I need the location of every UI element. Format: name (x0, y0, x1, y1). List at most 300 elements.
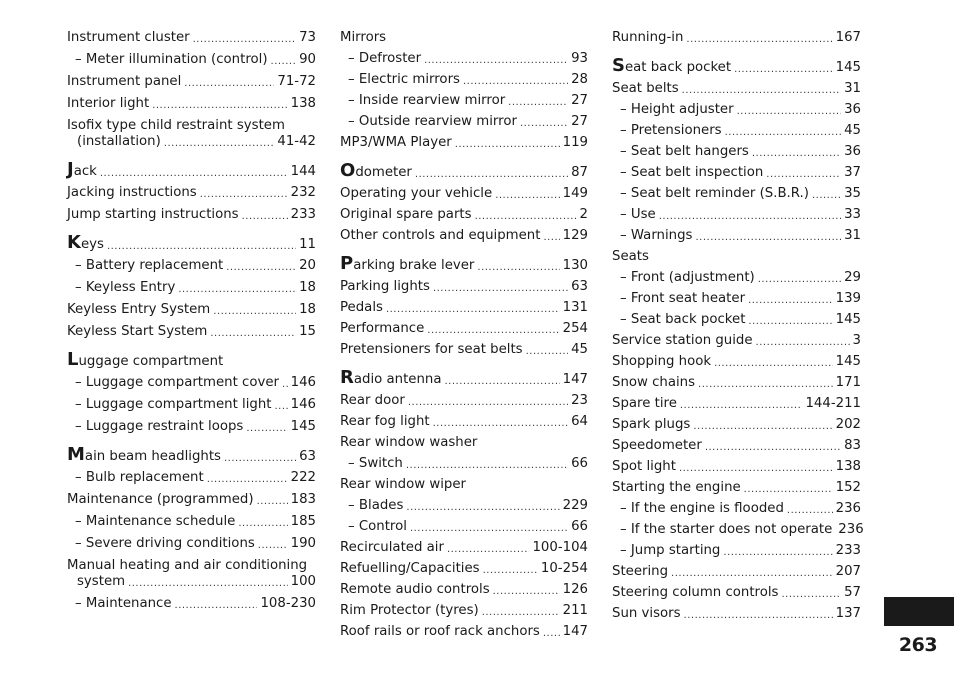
entry-label: Original spare parts (340, 207, 472, 222)
dot-leader (508, 97, 568, 109)
index-entry (67, 397, 316, 413)
entry-continuation-line (67, 134, 316, 150)
entry-label-rest: eys (80, 237, 104, 252)
entry-label: Performance (340, 321, 425, 336)
entry-label: – Height adjuster (620, 102, 734, 117)
entry-label: – Front seat heater (620, 291, 746, 306)
entry-page-number: 63 (299, 449, 316, 464)
section-initial-letter: O (340, 160, 356, 181)
dot-leader (482, 607, 560, 619)
index-entry (340, 93, 588, 109)
dot-leader (200, 189, 288, 201)
entry-page-number: 211 (562, 603, 588, 618)
dot-leader (671, 568, 833, 580)
entry-page-number: 66 (571, 456, 588, 471)
index-entry (340, 279, 588, 295)
entry-label: Steering (612, 564, 669, 579)
entry-label: – Control (348, 519, 407, 534)
entry-label-continued: (installation) (77, 134, 161, 149)
entry-page-number: 139 (835, 291, 861, 306)
index-entry (612, 207, 861, 223)
entry-label: Spark plugs (612, 417, 691, 432)
dot-leader (128, 578, 288, 590)
index-entry (67, 324, 316, 340)
index-entry (612, 417, 861, 433)
entry-label-rest: arking brake lever (353, 258, 475, 273)
entry-label-rest: uggage compartment (78, 354, 224, 369)
dot-leader (682, 85, 841, 97)
index-column-3 (612, 30, 864, 622)
index-letter-entry (340, 160, 588, 181)
index-entry (67, 492, 316, 508)
dot-leader (410, 523, 568, 535)
entry-page-number: 232 (290, 185, 316, 200)
dot-leader (737, 106, 842, 118)
entry-page-number: 145 (290, 419, 316, 434)
entry-page-number: 222 (290, 470, 316, 485)
dot-leader (723, 547, 832, 559)
index-entry (67, 207, 316, 223)
entry-label: Shopping hook (612, 354, 712, 369)
index-entry (612, 522, 864, 538)
index-entry (340, 582, 588, 598)
entry-label: Maintenance (programmed) (67, 492, 254, 507)
entry-page-number: 23 (571, 393, 588, 408)
dot-leader (520, 118, 568, 130)
index-entry (340, 51, 588, 67)
entry-page-number: 83 (844, 438, 861, 453)
entry-label: – Battery replacement (75, 258, 224, 273)
index-column-1 (67, 30, 316, 612)
dot-leader (526, 346, 568, 358)
entry-label: Sun visors (612, 606, 681, 621)
index-entry (340, 540, 588, 556)
index-entry (612, 333, 861, 349)
entry-page-number: 36 (844, 102, 861, 117)
entry-page-number: 138 (835, 459, 861, 474)
entry-label: – Bulb replacement (75, 470, 204, 485)
index-entry (340, 561, 588, 577)
entry-label: – Severe driving conditions (75, 536, 255, 551)
entry-page-number: 45 (571, 342, 588, 357)
index-entry (67, 118, 316, 150)
dot-leader (447, 544, 529, 556)
section-initial-letter: P (340, 253, 354, 274)
index-entry (612, 606, 861, 622)
dot-leader (178, 284, 296, 296)
entry-label: Rear fog light (340, 414, 430, 429)
entry-page-number: 3 (852, 333, 861, 348)
dot-leader (427, 325, 559, 337)
entry-label: – Defroster (348, 51, 422, 66)
entry-label: Refuelling/Capacities (340, 561, 480, 576)
section-initial-letter: K (67, 232, 81, 253)
entry-page-number: 147 (562, 372, 588, 387)
entry-page-number: 90 (299, 52, 316, 67)
entry-page-number: 36 (844, 144, 861, 159)
entry-page-number: 41-42 (277, 134, 316, 149)
dot-leader (495, 190, 559, 202)
dot-leader (787, 505, 833, 517)
dot-leader (193, 34, 296, 46)
entry-page-number: 33 (844, 207, 861, 222)
dot-leader (493, 586, 560, 598)
dot-leader (744, 484, 833, 496)
entry-page-number: 233 (835, 543, 861, 558)
entry-page-number: 35 (844, 186, 861, 201)
entry-label (67, 349, 224, 370)
index-entry (67, 52, 316, 68)
dot-leader (766, 169, 841, 181)
entry-page-number: 2 (579, 207, 588, 222)
index-entry (340, 342, 588, 358)
index-entry (612, 396, 861, 412)
dot-leader (226, 262, 296, 274)
entry-page-number: 229 (562, 498, 588, 513)
entry-label: – Luggage compartment cover (75, 375, 279, 390)
index-entry (340, 135, 588, 151)
dot-leader (175, 600, 258, 612)
entry-label: Rear window wiper (340, 477, 466, 492)
entry-page-number: 190 (290, 536, 316, 551)
dot-leader (258, 540, 288, 552)
entry-page-number: 236 (838, 522, 864, 537)
index-entry (612, 354, 861, 370)
entry-label (340, 367, 442, 388)
entry-label-rest: ack (73, 164, 97, 179)
dot-leader (152, 100, 287, 112)
entry-continuation-line (67, 574, 316, 590)
entry-label: MP3/WMA Player (340, 135, 452, 150)
index-entry (612, 501, 861, 517)
entry-label: Rim Protector (tyres) (340, 603, 479, 618)
entry-page-number: 233 (290, 207, 316, 222)
index-entry (67, 514, 316, 530)
dot-leader (246, 423, 287, 435)
entry-label-rest: adio antenna (353, 372, 442, 387)
index-entry (340, 456, 588, 472)
index-entry (612, 375, 861, 391)
entry-page-number: 130 (562, 258, 588, 273)
entry-label-rest: ain beam headlights (84, 449, 221, 464)
entry-page-number: 185 (290, 514, 316, 529)
dot-leader (781, 589, 841, 601)
index-letter-entry (67, 232, 316, 253)
entry-label (67, 444, 221, 465)
entry-page-number: 18 (299, 280, 316, 295)
index-entry (340, 30, 588, 46)
entry-label (67, 232, 104, 253)
index-entry (67, 419, 316, 435)
dot-leader (406, 460, 568, 472)
entry-label: – Use (620, 207, 656, 222)
index-entry (67, 96, 316, 112)
index-entry (340, 321, 588, 337)
entry-page-number: 10-254 (540, 561, 588, 576)
entry-label: Interior light (67, 96, 150, 111)
entry-page-number: 146 (290, 397, 316, 412)
section-initial-letter: R (340, 367, 354, 388)
dot-leader (725, 127, 841, 139)
entry-label: – Maintenance (75, 596, 172, 611)
index-entry (340, 414, 588, 430)
index-entry (612, 249, 861, 265)
entry-page-number: 152 (835, 480, 861, 495)
section-initial-letter: M (67, 444, 85, 465)
entry-page-number: 57 (844, 585, 861, 600)
index-entry (67, 74, 316, 90)
dot-leader (714, 358, 833, 370)
index-letter-entry (67, 349, 316, 370)
entry-label: – Warnings (620, 228, 693, 243)
entry-label (340, 160, 412, 181)
entry-page-number: 31 (844, 228, 861, 243)
dot-leader (756, 337, 850, 349)
dot-leader (463, 76, 568, 88)
entry-label: Operating your vehicle (340, 186, 493, 201)
index-entry (67, 558, 316, 590)
entry-label: – Outside rearview mirror (348, 114, 517, 129)
entry-label: Speedometer (612, 438, 702, 453)
index-letter-entry (67, 159, 316, 180)
entry-page-number: 144 (290, 164, 316, 179)
entry-page-number: 149 (562, 186, 588, 201)
entry-label: Rear door (340, 393, 405, 408)
entry-page-number: 119 (562, 135, 588, 150)
index-entry (340, 300, 588, 316)
index-entry (340, 477, 588, 493)
entry-label: Instrument panel (67, 74, 182, 89)
dot-leader (164, 138, 275, 150)
index-entry (612, 312, 861, 328)
index-entry (340, 207, 588, 223)
entry-label: – Jump starting (620, 543, 721, 558)
index-entry (67, 596, 316, 612)
entry-page-number: 202 (835, 417, 861, 432)
entry-label: – Maintenance schedule (75, 514, 236, 529)
dot-leader (734, 64, 833, 76)
dot-leader (184, 78, 274, 90)
dot-leader (684, 610, 833, 622)
index-entry (340, 393, 588, 409)
dot-leader (543, 628, 560, 640)
dot-leader (213, 306, 296, 318)
page-number: 263 (898, 634, 938, 656)
entry-label-rest: eat back pocket (624, 60, 732, 75)
entry-label: – Front (adjustment) (620, 270, 755, 285)
entry-label-rest: dometer (355, 165, 412, 180)
entry-page-number: 145 (835, 354, 861, 369)
dot-leader (386, 304, 560, 316)
index-entry (612, 30, 861, 46)
dot-leader (100, 168, 288, 180)
index-entry (340, 186, 588, 202)
entry-label: Running-in (612, 30, 684, 45)
entry-page-number: 254 (562, 321, 588, 336)
index-entry (67, 30, 316, 46)
section-initial-letter: L (67, 349, 79, 370)
entry-label: Manual heating and air conditioning (67, 558, 308, 573)
dot-leader (455, 139, 560, 151)
entry-label: Keyless Start System (67, 324, 208, 339)
entry-page-number: 138 (290, 96, 316, 111)
index-entry (612, 543, 861, 559)
entry-page-number: 27 (571, 114, 588, 129)
entry-label: Isofix type child restraint system (67, 118, 285, 133)
index-letter-entry (340, 253, 588, 274)
entry-label: Instrument cluster (67, 30, 190, 45)
index-entry (612, 186, 861, 202)
entry-label (612, 55, 732, 76)
entry-label: Spot light (612, 459, 676, 474)
dot-leader (748, 316, 832, 328)
entry-label: Roof rails or roof rack anchors (340, 624, 540, 639)
dot-leader (242, 211, 288, 223)
index-letter-entry (612, 55, 861, 76)
index-entry (340, 435, 588, 451)
entry-page-number: 100-104 (532, 540, 588, 555)
index-entry (612, 228, 861, 244)
page-tab-marker (884, 597, 954, 626)
index-entry (612, 123, 861, 139)
dot-leader (406, 502, 559, 514)
dot-leader (475, 211, 577, 223)
entry-label: – Electric mirrors (348, 72, 460, 87)
entry-label-continued: system (77, 574, 126, 589)
entry-label: – Pretensioners (620, 123, 722, 138)
entry-label: – Luggage restraint loops (75, 419, 244, 434)
dot-leader (271, 56, 297, 68)
entry-label: Pedals (340, 300, 383, 315)
entry-label: – Luggage compartment light (75, 397, 272, 412)
dot-leader (433, 283, 568, 295)
dot-leader (107, 241, 296, 253)
dot-leader (257, 496, 288, 508)
entry-page-number: 145 (835, 60, 861, 75)
entry-label: – If the engine is flooded (620, 501, 784, 516)
dot-leader (705, 442, 841, 454)
entry-label: Mirrors (340, 30, 387, 45)
entry-label: – Inside rearview mirror (348, 93, 506, 108)
entry-label: – Keyless Entry (75, 280, 176, 295)
entry-page-number: 31 (844, 81, 861, 96)
index-entry (612, 291, 861, 307)
dot-leader (224, 453, 296, 465)
section-initial-letter: J (67, 159, 74, 180)
entry-label: Keyless Entry System (67, 302, 211, 317)
index-entry (612, 81, 861, 97)
index-entry (67, 185, 316, 201)
index-entry (340, 72, 588, 88)
index-column-2 (340, 30, 588, 640)
entry-label: – If the starter does not operate (620, 522, 833, 537)
index-entry (612, 564, 861, 580)
dot-leader (433, 418, 568, 430)
dot-leader (282, 379, 288, 391)
index-entry (67, 375, 316, 391)
entry-page-number: 11 (299, 237, 316, 252)
entry-page-number: 167 (835, 30, 861, 45)
entry-label: Jacking instructions (67, 185, 197, 200)
entry-label (340, 253, 475, 274)
dot-leader (445, 376, 560, 388)
index-entry (612, 270, 861, 286)
index-letter-entry (67, 444, 316, 465)
index-letter-entry (340, 367, 588, 388)
index-entry (612, 102, 861, 118)
dot-leader (698, 379, 833, 391)
dot-leader (686, 34, 832, 46)
entry-page-number: 126 (562, 582, 588, 597)
entry-label: Seats (612, 249, 649, 264)
entry-page-number: 183 (290, 492, 316, 507)
index-entry (67, 280, 316, 296)
entry-page-number: 45 (844, 123, 861, 138)
index-entry (67, 302, 316, 318)
entry-label: Spare tire (612, 396, 677, 411)
dot-leader (812, 190, 841, 202)
entry-page-number: 73 (299, 30, 316, 45)
entry-label: – Switch (348, 456, 403, 471)
entry-label: – Seat belt hangers (620, 144, 749, 159)
entry-page-number: 28 (571, 72, 588, 87)
entry-label: Recirculated air (340, 540, 444, 555)
dot-leader (748, 295, 833, 307)
entry-page-number: 20 (299, 258, 316, 273)
entry-page-number: 144-211 (805, 396, 861, 411)
entry-page-number: 108-230 (260, 596, 316, 611)
entry-label: Steering column controls (612, 585, 779, 600)
index-entry (612, 459, 861, 475)
entry-page-number: 71-72 (277, 74, 316, 89)
entry-page-number: 27 (571, 93, 588, 108)
dot-leader (238, 518, 287, 530)
entry-page-number: 93 (571, 51, 588, 66)
entry-label: Starting the engine (612, 480, 741, 495)
dot-leader (659, 211, 841, 223)
dot-leader (758, 274, 841, 286)
entry-page-number: 131 (562, 300, 588, 315)
index-entry (340, 228, 588, 244)
index-entry (67, 536, 316, 552)
index-entry (340, 114, 588, 130)
entry-page-number: 171 (835, 375, 861, 390)
entry-page-number: 87 (571, 165, 588, 180)
index-entry (612, 480, 861, 496)
index-entry (340, 624, 588, 640)
dot-leader (483, 565, 538, 577)
entry-page-number: 18 (299, 302, 316, 317)
index-entry (340, 519, 588, 535)
index-entry (67, 258, 316, 274)
dot-leader (679, 463, 833, 475)
entry-page-number: 66 (571, 519, 588, 534)
index-entry (612, 585, 861, 601)
entry-label: Parking lights (340, 279, 430, 294)
index-entry (612, 438, 861, 454)
entry-label: – Meter illumination (control) (75, 52, 268, 67)
entry-page-number: 207 (835, 564, 861, 579)
dot-leader (477, 262, 559, 274)
index-entry (340, 498, 588, 514)
entry-label: Service station guide (612, 333, 753, 348)
dot-leader (695, 232, 841, 244)
index-entry (67, 470, 316, 486)
entry-page-number: 63 (571, 279, 588, 294)
entry-label: Other controls and equipment (340, 228, 541, 243)
entry-label (67, 159, 97, 180)
dot-leader (680, 400, 803, 412)
